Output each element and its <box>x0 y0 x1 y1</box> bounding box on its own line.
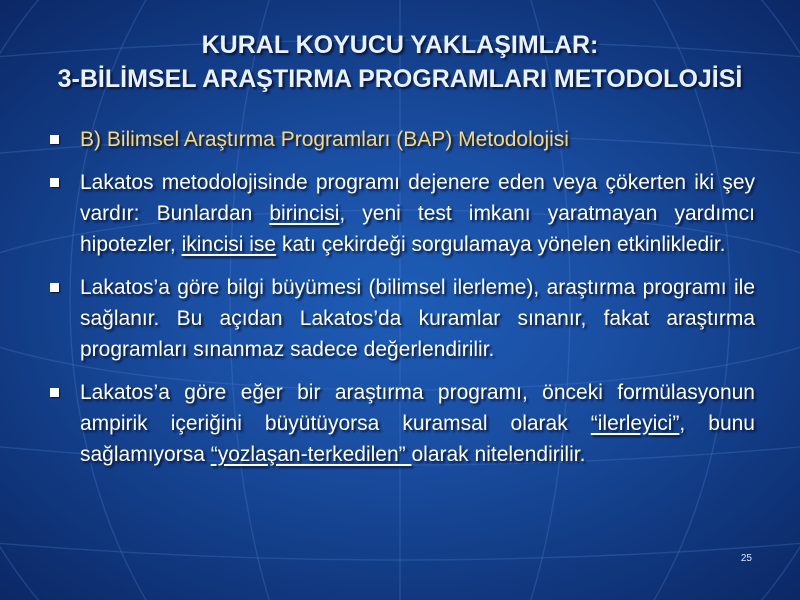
underlined-term-ilerleyici: “ilerleyici” <box>590 412 680 435</box>
slide-title-line-2: 3-BİLİMSEL ARAŞTIRMA PROGRAMLARI METODOLOJİSİ <box>57 65 743 93</box>
square-bullet-icon <box>50 388 59 397</box>
bullet-list <box>50 124 755 482</box>
square-bullet-icon <box>50 178 59 187</box>
bullet-text: Lakatos metodolojisinde programı dejenere eden veya çökerten iki şey vardır: Bunlardan <box>80 171 755 225</box>
underlined-term-ikincisi: ikincisi ise <box>181 233 277 256</box>
bullet-text: B) Bilimsel Araştırma Programları (BAP) Metodolojisi <box>80 128 569 151</box>
square-bullet-icon <box>50 135 59 144</box>
underlined-term-yozlasan: “yozlaşan-terkedilen” <box>210 443 412 466</box>
bullet-text: Lakatos’a göre eğer bir araştırma programı, önceki formülasyonun ampirik içeriğini büyütüyorsa kuramsal olarak <box>80 381 755 435</box>
bullet-item-degeneration <box>50 167 755 260</box>
slide-title-line-1: KURAL KOYUCU YAKLAŞIMLAR: <box>201 31 599 59</box>
bullet-item-bap-heading <box>50 124 755 155</box>
bullet-text: Lakatos’a göre bilgi büyümesi (bilimsel ilerleme), araştırma programı ile sağlanır. Bu açıdan Lakatos’da kuramlar sınanır, fakat araştırma programları sınanmaz sadece değerlendirilir. <box>80 276 755 361</box>
square-bullet-icon <box>50 283 59 292</box>
bullet-item-progressive <box>50 377 755 470</box>
bullet-text: , yeni test imkanı yaratmayan yardımcı hipotezler, <box>80 202 755 256</box>
underlined-term-birincisi: birincisi <box>269 202 340 225</box>
bullet-text: , bunu sağlamıyorsa <box>80 412 755 466</box>
bullet-text: katı çekirdeği sorgulamaya yönelen etkinlikledir. <box>276 233 726 256</box>
bullet-text: olarak nitelendirilir. <box>411 443 586 466</box>
slide-title <box>0 28 800 96</box>
page-number: 25 <box>740 553 752 564</box>
bullet-item-knowledge-growth <box>50 272 755 365</box>
